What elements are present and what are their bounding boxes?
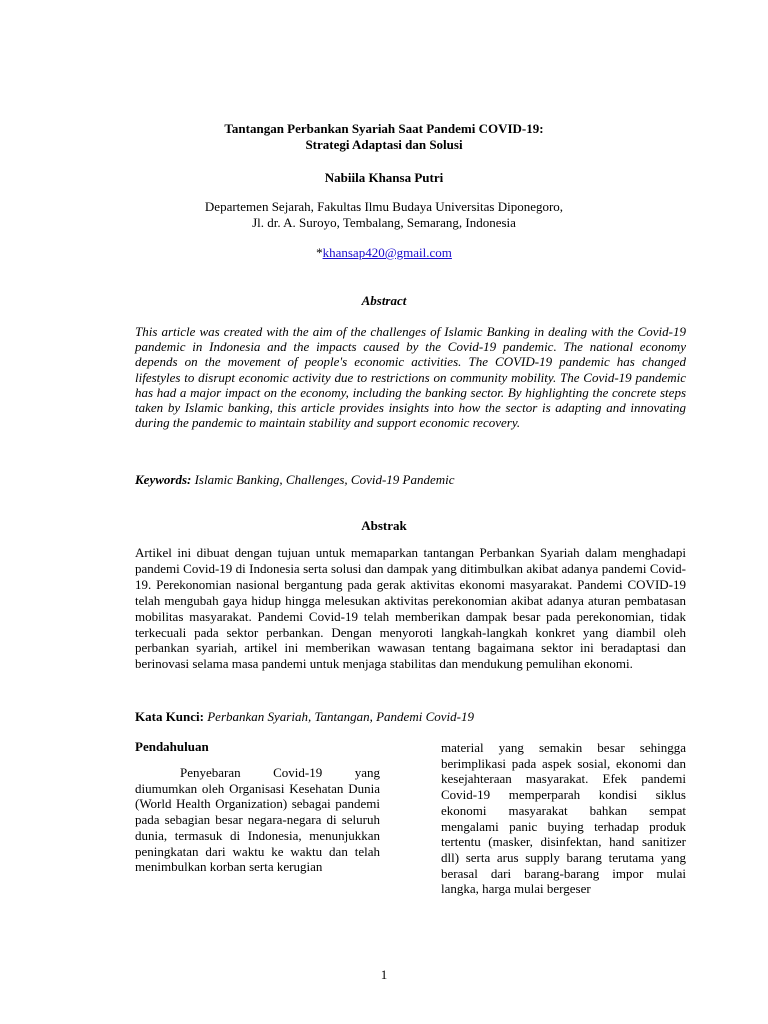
section-heading: Pendahuluan [135,739,209,754]
email-link[interactable]: khansap420@gmail.com [322,245,452,260]
title-line-1: Tantangan Perbankan Syariah Saat Pandemi COVID-19: [224,121,544,136]
affiliation-line-1: Departemen Sejarah, Fakultas Ilmu Budaya Universitas Diponegoro, [204,199,564,214]
body-column-left: Penyebaran Covid-19 yang diumumkan oleh Organisasi Kesehatan Dunia (World Health Organization) sebagai pandemi pada sebagian besar negara-negara di seluruh dunia, termasuk di Indonesia, menunjukkan peningkatan dari waktu ke waktu dan telah menimbulkan korban serta kerugian [135,765,380,875]
keywords [135,472,686,487]
author-name: Nabiila Khansa Putri [324,170,444,185]
affiliation [0,199,768,230]
abstract-heading: Abstract [361,293,407,308]
keywords-list: Islamic Banking, Challenges, Covid-19 Pandemic [191,472,455,487]
abstract-english: This article was created with the aim of the challenges of Islamic Banking in dealing with the Covid-19 pandemic in Indonesia and the impacts caused by the Covid-19 pandemic. The national economy depends on the movement of people's economic activities. The COVID-19 pandemic has changed lifestyles to disrupt economic activity due to restrictions on community mobility. The Covid-19 pandemic has had a major impact on the economy, including the banking sector. By highlighting the concrete steps taken by Islamic banking, this article provides insights into how the sector is adapting and innovating during the pandemic to maintain stability and support economic recovery. [135,324,686,431]
affiliation-line-2: Jl. dr. A. Suroyo, Tembalang, Semarang, Indonesia [252,214,516,230]
body-column-right: material yang semakin besar sehingga berimplikasi pada aspek sosial, ekonomi dan kesejahteraan masyarakat. Efek pandemi Covid-19 memperparah kondisi siklus ekonomi masyarakat bahkan sempat mengalami panic buying terhadap produk tertentu (masker, disinfektan, hand sanitizer dll) serta arus supply barang terutama yang berasal dari barang-barang impor mulai langka, harga mulai bergeser [441,740,686,897]
kata-kunci [135,709,686,724]
paper-title [0,121,768,152]
email-prefix: * [316,245,323,260]
keywords-label: Keywords: [135,472,192,487]
email-line [0,245,768,260]
title-line-2: Strategi Adaptasi dan Solusi [305,136,463,152]
abstrak-indonesian: Artikel ini dibuat dengan tujuan untuk memaparkan tantangan Perbankan Syariah dalam menghadapi pandemi Covid-19 di Indonesia serta solusi dan dampak yang ditimbulkan akibat adanya pandemi Covid-19. Perekonomian nasional bergantung pada gerak aktivitas ekonomi masyarakat. Pandemi COVID-19 telah mengubah gaya hidup hingga melesukan aktivitas perekonomian akibat adanya aturan pembatasan mobilitas masyarakat. Pandemi Covid-19 telah memberikan dampak besar pada perekonomian, tidak terkecuali pada sektor perbankan. Dengan menyoroti langkah-langkah konkret yang diambil oleh perbankan syariah, artikel ini memberikan wawasan tentang bagaimana sektor ini beradaptasi dan berinovasi selama masa pandemi untuk menjaga stabilitas dan mendukung pemulihan ekonomi. [135,545,686,672]
page-number: 1 [380,967,388,982]
kata-kunci-list: Perbankan Syariah, Tantangan, Pandemi Covid-19 [203,709,474,724]
abstrak-heading: Abstrak [361,518,407,533]
kata-kunci-label: Kata Kunci: [135,709,204,724]
